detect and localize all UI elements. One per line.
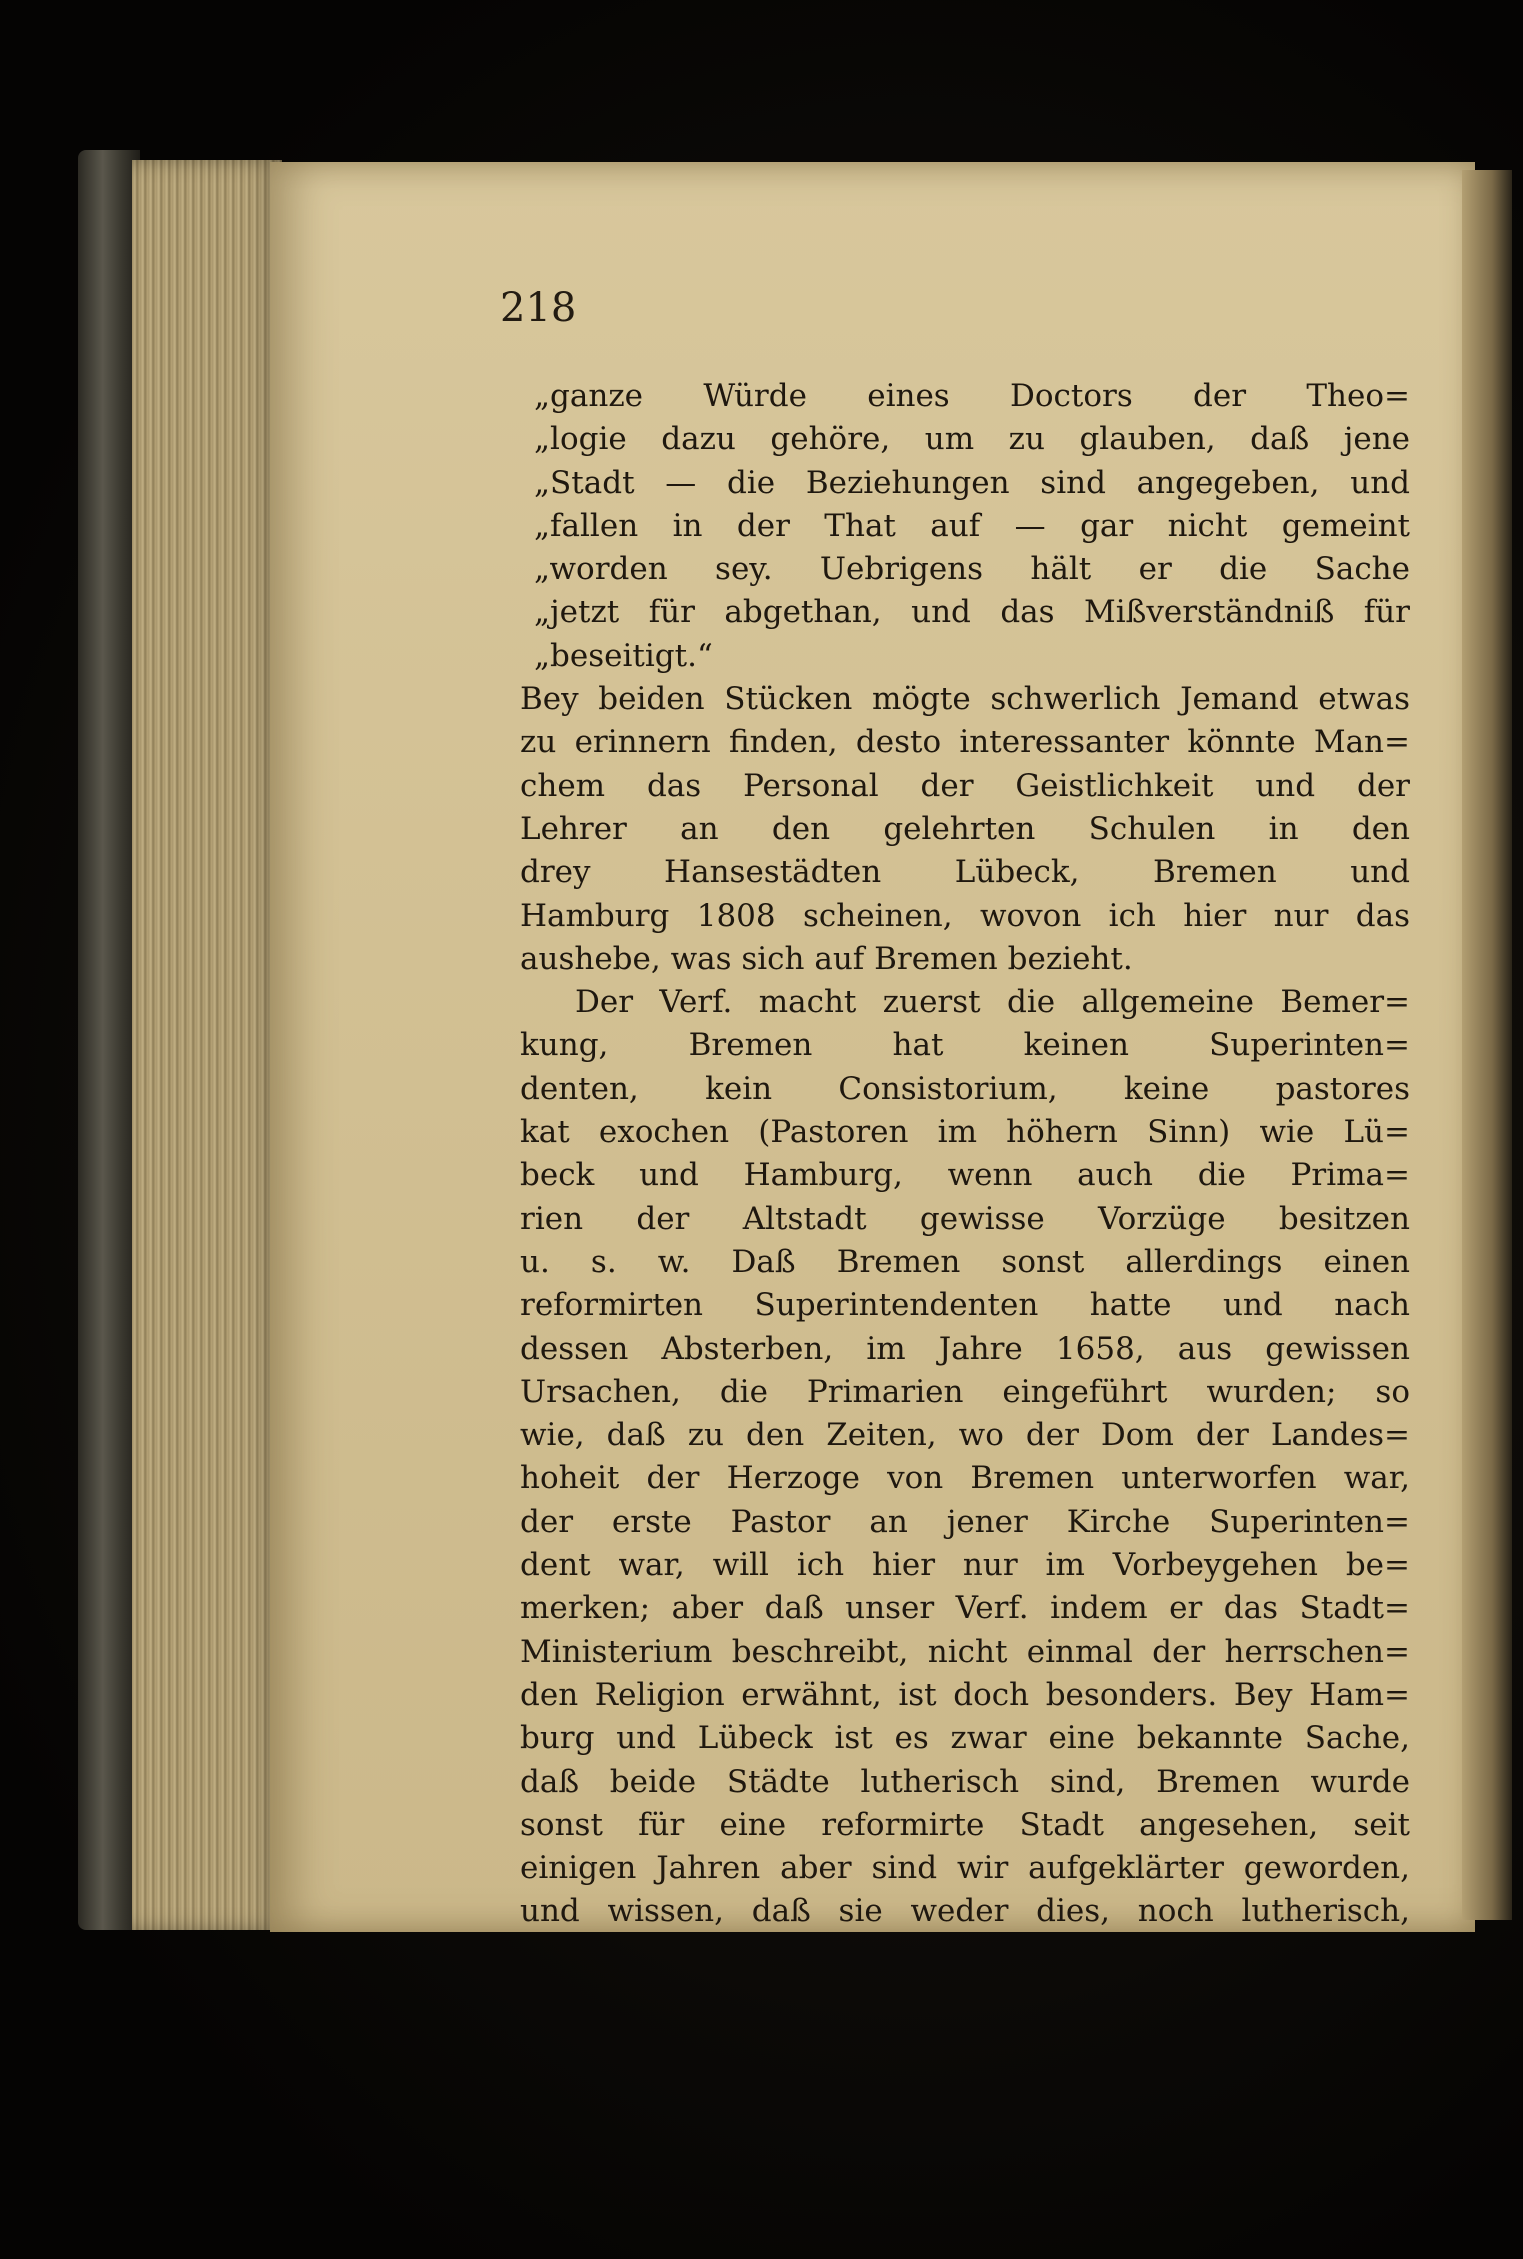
text-line: „logie dazu gehöre, um zu glauben, daß jene	[534, 421, 1410, 458]
text-line: einigen Jahren aber sind wir aufgeklärter geworden,	[520, 1850, 1410, 1887]
text-line: der erste Pastor an jener Kirche Superinten=	[520, 1503, 1410, 1540]
text-line: Hamburg 1808 scheinen, wovon ich hier nur das	[520, 897, 1410, 934]
page-stack-edges	[132, 160, 282, 1930]
text-line: sonst für eine reformirte Stadt angesehen, seit	[520, 1806, 1410, 1843]
text-line: kung, Bremen hat keinen Superinten=	[520, 1027, 1410, 1064]
text-line: „beseitigt.“	[534, 637, 713, 674]
text-line: „worden sey. Uebrigens hält er die Sache	[534, 551, 1410, 588]
text-line: hoheit der Herzoge von Bremen unterworfen war,	[520, 1460, 1410, 1497]
text-line: kat exochen (Pastoren im höhern Sinn) wie Lü=	[520, 1114, 1410, 1151]
text-line: rien der Altstadt gewisse Vorzüge besitzen	[520, 1200, 1410, 1237]
text-line: chem das Personal der Geistlichkeit und der	[520, 767, 1410, 804]
text-line: aushebe, was sich auf Bremen bezieht.	[520, 940, 1133, 977]
text-line: Der Verf. macht zuerst die allgemeine Bemer=	[575, 984, 1410, 1021]
text-line: beck und Hamburg, wenn auch die Prima=	[520, 1157, 1410, 1194]
page-number: 218	[500, 285, 577, 331]
text-line: „jetzt für abgethan, und das Mißverständniß für	[534, 594, 1410, 631]
page-gutter-right	[1462, 170, 1512, 1920]
text-line: „ganze Würde eines Doctors der Theo=	[534, 378, 1410, 414]
text-line: dent war, will ich hier nur im Vorbeygehen be=	[520, 1547, 1410, 1584]
text-line: merken; aber daß unser Verf. indem er das Stadt=	[520, 1590, 1410, 1627]
body-text	[520, 375, 1410, 1934]
text-line: u. s. w. Daß Bremen sonst allerdings einen	[520, 1243, 1410, 1280]
text-line: denten, kein Consistorium, keine pastores	[520, 1070, 1410, 1107]
text-line: Ursachen, die Primarien eingeführt wurden; so	[520, 1373, 1410, 1410]
text-line: daß beide Städte lutherisch sind, Bremen wurde	[520, 1763, 1410, 1800]
text-line: zu erinnern finden, desto interessanter könnte Man=	[520, 724, 1410, 761]
text-line: drey Hansestädten Lübeck, Bremen und	[520, 854, 1410, 891]
text-line: und wissen, daß sie weder dies, noch lutherisch,	[520, 1893, 1410, 1930]
text-line: dessen Absterben, im Jahre 1658, aus gewissen	[520, 1330, 1410, 1367]
text-line: Lehrer an den gelehrten Schulen in den	[520, 810, 1410, 847]
text-line: Ministerium beschreibt, nicht einmal der herrschen=	[520, 1633, 1410, 1670]
book-cover-edge	[78, 150, 140, 1930]
text-line: „fallen in der That auf — gar nicht gemeint	[534, 507, 1410, 544]
text-line: den Religion erwähnt, ist doch besonders. Bey Ham=	[520, 1676, 1410, 1713]
text-line: reformirten Superintendenten hatte und nach	[520, 1287, 1410, 1324]
text-line: wie, daß zu den Zeiten, wo der Dom der Landes=	[520, 1417, 1410, 1454]
text-line: „Stadt — die Beziehungen sind angegeben, und	[534, 464, 1410, 501]
text-line: Bey beiden Stücken mögte schwerlich Jemand etwas	[520, 681, 1410, 718]
text-line: burg und Lübeck ist es zwar eine bekannte Sache,	[520, 1720, 1410, 1757]
